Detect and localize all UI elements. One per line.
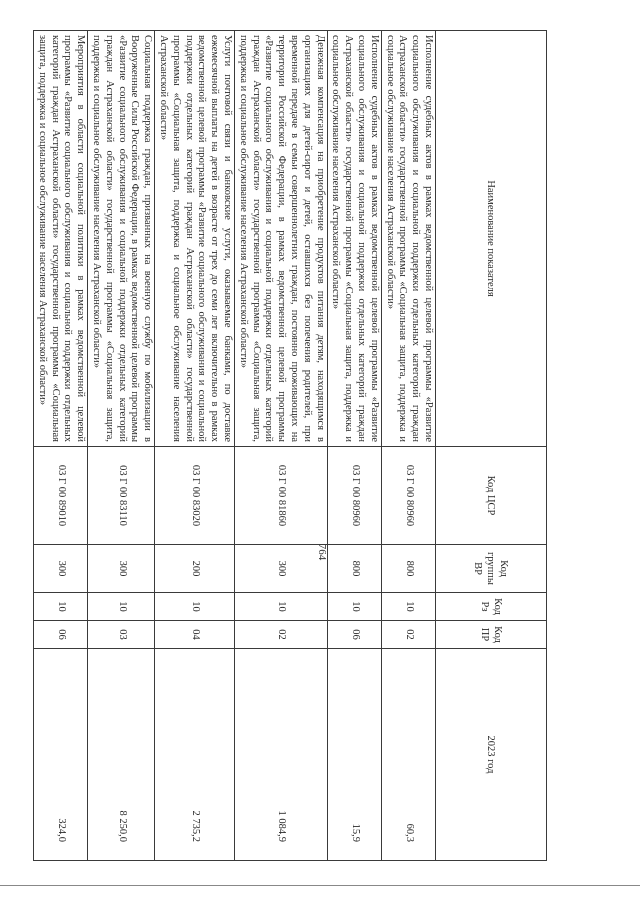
row-vr: 300 [34,545,88,593]
row-csr: 03 Г 00 81860 [235,447,328,545]
row-value: 15,9 [327,649,381,861]
header-name: Наименование показателя [436,31,547,447]
table-row [88,31,155,861]
row-csr: 03 Г 00 80960 [327,447,381,545]
row-value: 1 084,9 [235,649,328,861]
row-rz: 10 [88,593,155,621]
table-row [327,31,381,861]
row-value: 60,3 [381,649,435,861]
row-vr: 800 [327,545,381,593]
row-pr: 04 [155,621,235,649]
page-bottom-rule [0,885,640,886]
row-pr: 02 [381,621,435,649]
header-year: 2023 год [436,649,547,861]
row-rz: 10 [34,593,88,621]
row-vr: 300 [235,545,328,593]
budget-table [33,30,547,861]
header-pr: Код ПР [436,621,547,649]
header-vr: Код группы ВР [436,545,547,593]
row-name: Денежная компенсация на приобретение продуктов питания детям, находящимся в организациях для детей-сирот и детей, оставшихся без попечения родителей, при временной передаче в семьи совершеннолетних граждан, постоянно проживающих на территории Российской Федерации, в рамках ведомственной целевой программы «Развитие социального обслуживания и социальной поддержки отдельных категорий граждан Астраханской области» государственной программы «Социальная защита, поддержка и социальное обслуживание населения Астраханской области» [235,31,328,447]
page-number: 764 [316,543,328,561]
row-rz: 10 [327,593,381,621]
row-name: Социальная поддержка граждан, призванных на военную службу по мобилизации в Вооруженные Силы Российской Федерации, в рамках ведомственной целевой программы «Развитие социального обслуживания и социальной поддержки отдельных категорий граждан Астраханской области» государственной программы «Социальная защита, поддержка и социальное обслуживание населения Астраханской области» [88,31,155,447]
row-pr: 06 [327,621,381,649]
row-csr: 03 Г 00 83110 [88,447,155,545]
row-pr: 06 [34,621,88,649]
row-vr: 200 [155,545,235,593]
row-value: 2 735,2 [155,649,235,861]
row-value: 8 250,0 [88,649,155,861]
row-csr: 03 Г 00 80960 [381,447,435,545]
row-pr: 03 [88,621,155,649]
row-rz: 10 [381,593,435,621]
table-row [235,31,328,861]
row-value: 324,0 [34,649,88,861]
table-row [34,31,88,861]
row-csr: 03 Г 00 89010 [34,447,88,545]
table-row [155,31,235,861]
header-rz: Код Рз [436,593,547,621]
row-name: Исполнение судебных актов в рамках ведомственной целевой программы «Развитие социального обслуживания и социальной поддержки отдельных категорий граждан Астраханской области» государственной программы «Социальная защита, поддержка и социальное обслуживание населения Астраханской области» [381,31,435,447]
row-name: Услуги почтовой связи и банковские услуги, оказываемые банками, по доставке ежемесячной выплаты на детей в возрасте от трех до семи лет включительно в рамках ведомственной целевой программы «Развитие социального обслуживания и социальной поддержки отдельных категорий граждан Астраханской области» государственной программы «Социальная защита, поддержка и социальное обслуживание населения Астраханской области» [155,31,235,447]
row-name: Мероприятия в области социальной политики в рамках ведомственной целевой программы «Развитие социального обслуживания и социальной поддержки отдельных категорий граждан Астраханской области» государственной программы «Социальная защита, поддержка и социальное обслуживание населения Астраханской области» [34,31,88,447]
row-vr: 300 [88,545,155,593]
row-name: Исполнение судебных актов в рамках ведомственной целевой программы «Развитие социального обслуживания и социальной поддержки отдельных категорий граждан Астраханской области» государственной программы «Социальная защита, поддержка и социальное обслуживание населения Астраханской области» [327,31,381,447]
row-vr: 800 [381,545,435,593]
table-row [381,31,435,861]
row-pr: 02 [235,621,328,649]
row-rz: 10 [155,593,235,621]
row-rz: 10 [235,593,328,621]
row-csr: 03 Г 00 83020 [155,447,235,545]
table-header-row [436,31,547,861]
header-csr: Код ЦСР [436,447,547,545]
